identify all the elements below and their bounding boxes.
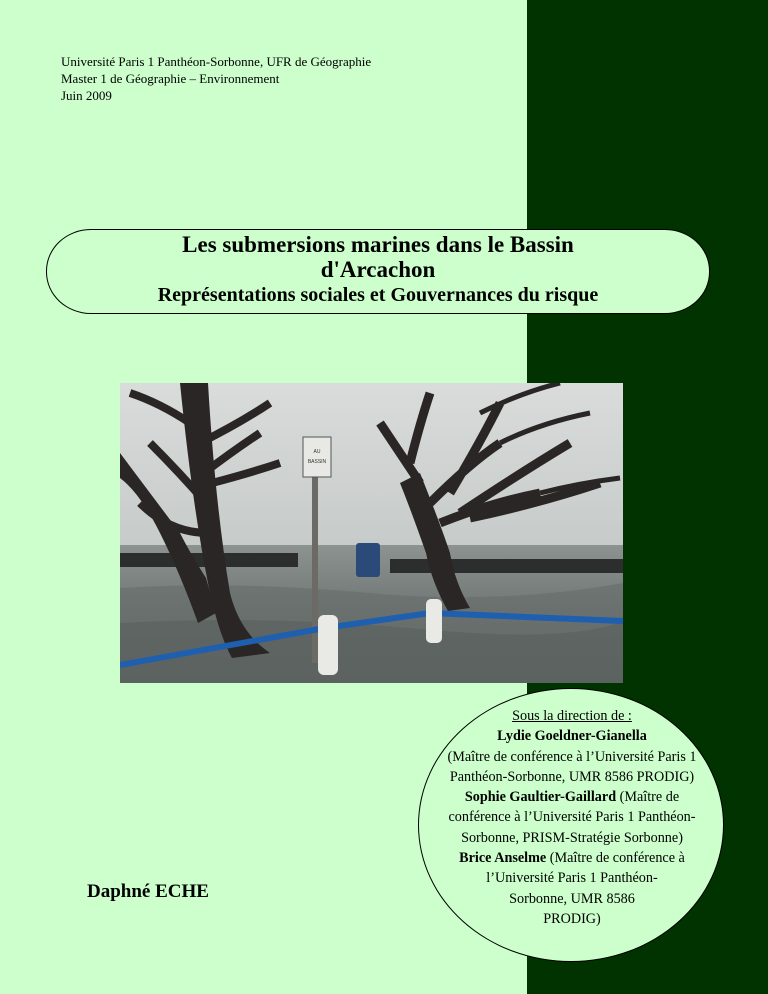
flood-photo xyxy=(120,383,623,683)
title-box xyxy=(46,229,710,314)
supervisor-3-affiliation-line4: PRODIG) xyxy=(543,910,601,927)
supervisor-2-affiliation-line1: (Maître de xyxy=(616,789,680,806)
supervision-text xyxy=(419,706,725,929)
supervisor-2-affiliation-line2: conférence à l’Université Paris 1 Panthéon- xyxy=(448,809,696,826)
trash-bin-icon xyxy=(356,543,380,577)
supervisor-2-name: Sophie Gaultier-Gaillard xyxy=(464,789,617,806)
supervision-intro: Sous la direction de : xyxy=(512,708,632,724)
header-date: Juin 2009 xyxy=(61,88,112,103)
institution-header xyxy=(61,53,371,104)
supervisor-3-name: Brice Anselme xyxy=(459,850,547,867)
sign-text-line1: AU xyxy=(313,449,321,455)
supervisor-1-affiliation-line2: Panthéon-Sorbonne, UMR 8586 PRODIG) xyxy=(449,768,695,785)
title-main xyxy=(47,232,709,282)
header-master: Master 1 de Géographie – Environnement xyxy=(61,71,280,86)
supervisor-3-affiliation-line3: Sorbonne, UMR 8586 xyxy=(509,890,635,907)
supervision-circle xyxy=(418,688,724,962)
author-name: Daphné ECHE xyxy=(87,881,209,902)
supervisor-2-affiliation-line3: Sorbonne, PRISM-Stratégie Sorbonne) xyxy=(461,829,683,846)
header-university: Université Paris 1 Panthéon-Sorbonne, UFR de Géographie xyxy=(61,54,372,69)
sign-text-line2: BASSIN xyxy=(307,459,327,465)
title-main-line1: Les submersions marines dans le Bassin xyxy=(182,232,574,257)
supervisor-1-affiliation-line1: (Maître de conférence à l’Université Paris 1 xyxy=(447,748,697,765)
supervisor-1-name: Lydie Goeldner-Gianella xyxy=(497,728,647,745)
supervisor-3-affiliation-line2: l’Université Paris 1 Panthéon- xyxy=(486,870,658,887)
title-subtitle: Représentations sociales et Gouvernances du risque xyxy=(157,284,599,306)
supervisor-3-affiliation-line1: (Maître de conférence à xyxy=(546,850,685,867)
title-main-line2: d'Arcachon xyxy=(320,257,436,282)
